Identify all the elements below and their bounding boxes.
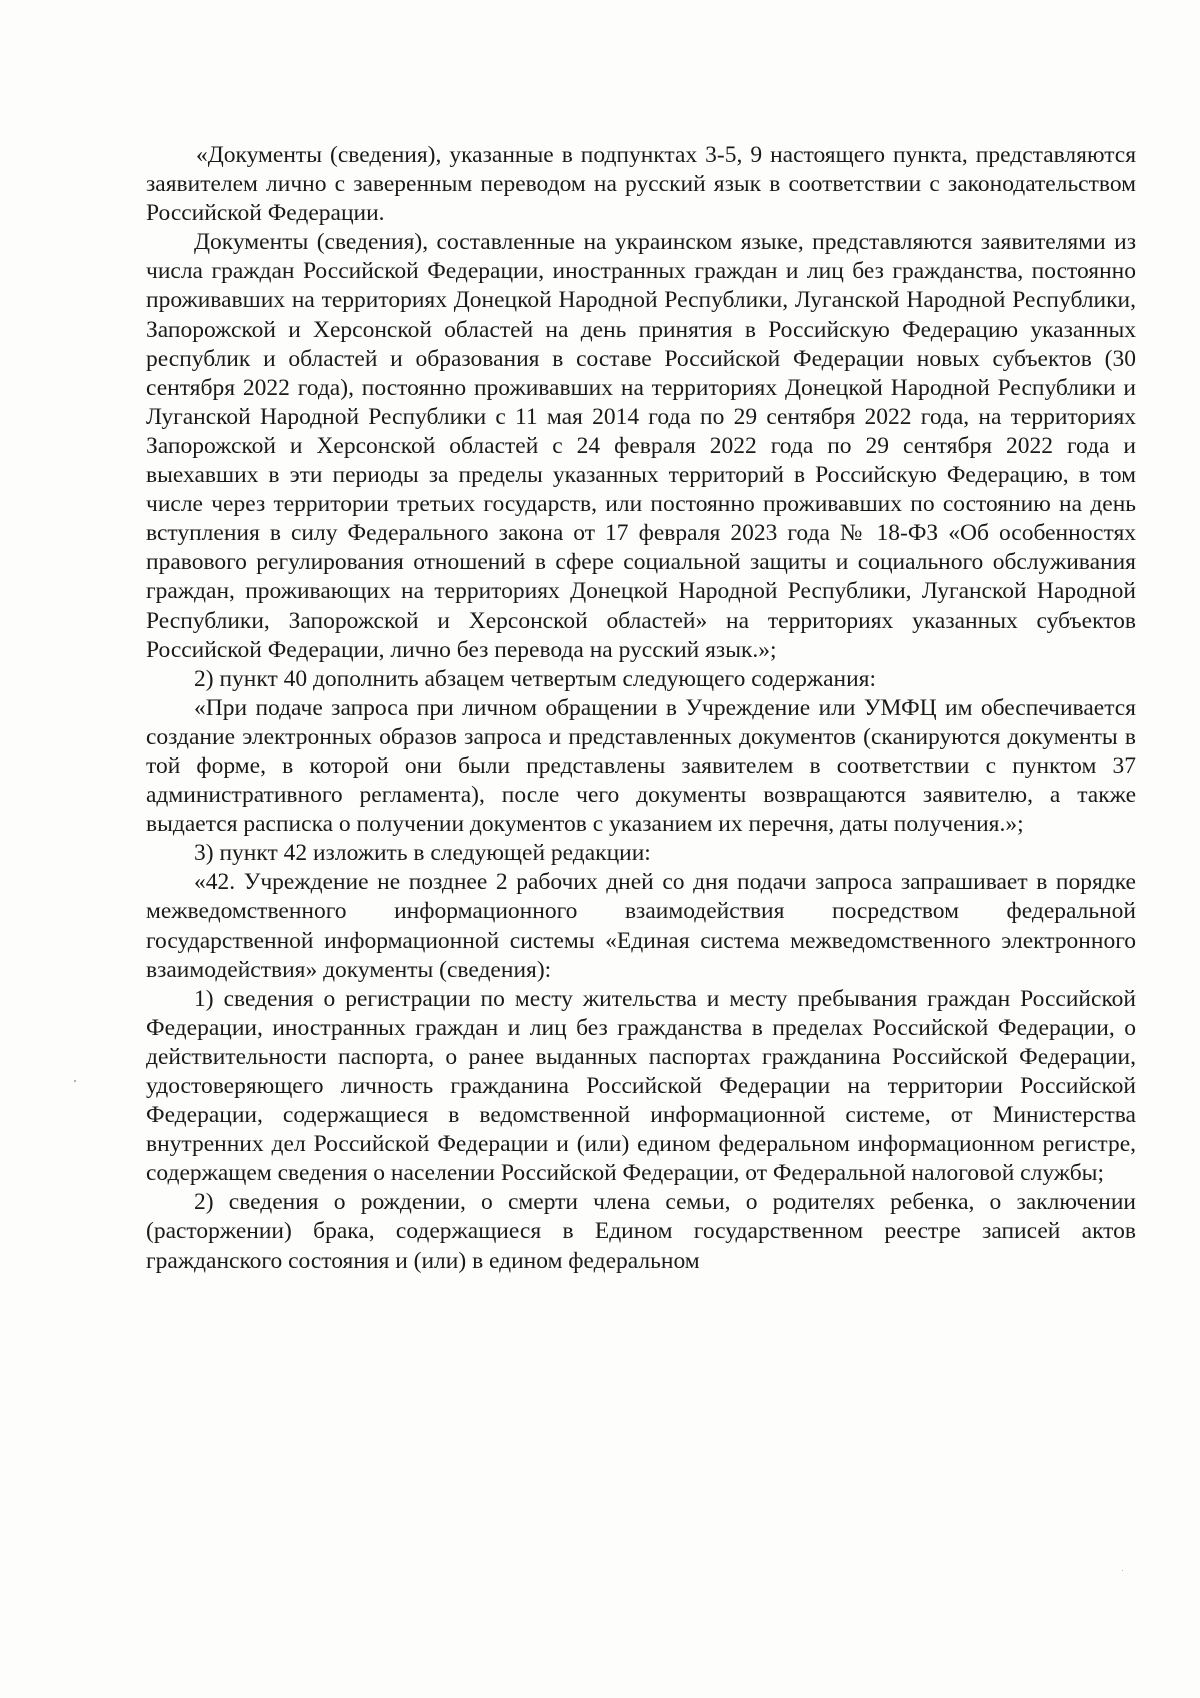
document-body bbox=[146, 141, 1136, 1276]
scan-speck bbox=[74, 1080, 76, 1082]
paragraph-item-3: 3) пункт 42 изложить в следующей редакции: bbox=[194, 840, 651, 867]
paragraph-subitem-1: 1) сведения о регистрации по месту жительства и месту пребывания граждан Российской Федерации, иностранных граждан и лиц без гражданства в пределах Российской Федерации, о действительности паспорта, о ранее выданных паспортах гражданина Российской Федерации, удостоверяющего личность гражданина Российской Федерации на территории Российской Федерации, содержащиеся в ведомственной информационной системе, от Министерства внутренних дел Российской Федерации и (или) едином федеральном информационном регистре, содержащем сведения о населении Российской Федерации, от Федеральной налоговой службы; bbox=[146, 985, 1136, 1187]
paragraph-ukrainian-documents: Документы (сведения), составленные на украинском языке, представляются заявителями из числа граждан Российской Федерации, иностранных граждан и лиц без гражданства, постоянно проживавших на территориях Донецкой Народной Республики, Луганской Народной Республики, Запорожской и Херсонской областей на день принятия в Российскую Федерацию указанных республик и областей и образования в составе Российской Федерации новых субъектов (30 сентября 2022 года), постоянно проживавших на территориях Донецкой Народной Республики и Луганской Народной Республики с 11 мая 2014 года по 29 сентября 2022 года, на территориях Запорожской и Херсонской областей с 24 февраля 2022 года по 29 сентября 2022 года и выехавших в эти периоды за пределы указанных территорий в Российскую Федерацию, в том числе через территории третьих государств, или постоянно проживавших по состоянию на день вступления в силу Федерального закона от 17 февраля 2023 года № 18-ФЗ «Об особенностях правового регулирования отношений в сфере социальной защиты и социального обслуживания граждан, проживающих на территориях Донецкой Народной Республики, Луганской Народной Республики, Запорожской и Херсонской областей» на территориях указанных субъектов Российской Федерации, лично без перевода на русский язык.»; bbox=[146, 229, 1136, 663]
scan-speck bbox=[1122, 1570, 1123, 1571]
paragraph-documents-translation: «Документы (сведения), указанные в подпунктах 3-5, 9 настоящего пункта, представляются заявителем лично с заверенным переводом на русский язык в соответствии с законодательством Российской Федерации. bbox=[146, 142, 1136, 227]
paragraph-item-2: 2) пункт 40 дополнить абзацем четвертым следующего содержания: bbox=[194, 665, 876, 692]
paragraph-electronic-images: «При подаче запроса при личном обращении в Учреждение или УМФЦ им обеспечивается создание электронных образов запроса и представленных документов (сканируются документы в той форме, в которой они были представлены заявителем в соответствии с пунктом 37 административного регламента), после чего документы возвращаются заявителю, а также выдается расписка о получении документов с указанием их перечня, даты получения.»; bbox=[146, 694, 1136, 838]
paragraph-subitem-2: 2) сведения о рождении, о смерти члена семьи, о родителях ребенка, о заключении (расторжении) брака, содержащиеся в Едином государственном реестре записей актов гражданского состояния и (или) в едином федеральном bbox=[146, 1189, 1136, 1274]
paragraph-point-42: «42. Учреждение не позднее 2 рабочих дней со дня подачи запроса запрашивает в порядке межведомственного информационного взаимодействия посредством федеральной государственной информационной системы «Единая система межведомственного электронного взаимодействия» документы (сведения): bbox=[146, 869, 1136, 983]
